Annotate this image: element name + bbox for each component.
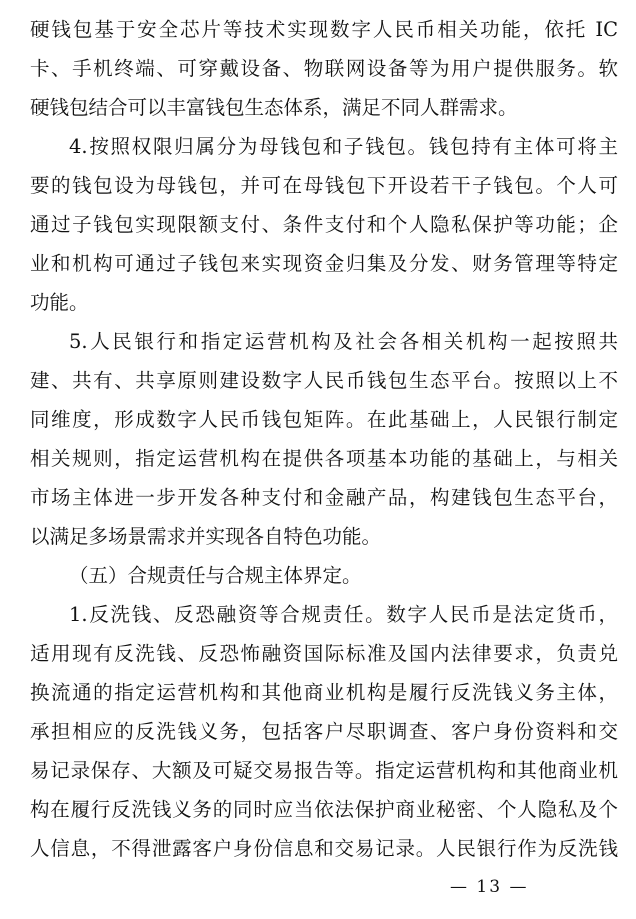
text-line: 业和机构可通过子钱包来实现资金归集及分发、财务管理等特定 xyxy=(30,252,618,275)
text-line: 相关规则，指定运营机构在提供各项基本功能的基础上，与相关 xyxy=(30,447,618,470)
text-line: 适用现有反洗钱、反恐怖融资国际标准及国内法律要求，负责兑 xyxy=(30,642,618,665)
text-line: 市场主体进一步开发各种支付和金融产品，构建钱包生态平台， xyxy=(30,486,618,509)
text-line: 换流通的指定运营机构和其他商业机构是履行反洗钱义务主体， xyxy=(30,681,618,704)
page-number: — 13 — xyxy=(450,877,529,897)
text-line: 建、共有、共享原则建设数字人民币钱包生态平台。按照以上不 xyxy=(30,369,618,392)
text-line: 同维度，形成数字人民币钱包矩阵。在此基础上，人民银行制定 xyxy=(30,408,618,431)
text-line: 卡、手机终端、可穿戴设备、物联网设备等为用户提供服务。软 xyxy=(30,57,618,80)
text-line: 1.反洗钱、反恐融资等合规责任。数字人民币是法定货币， xyxy=(69,603,618,626)
text-line: 易记录保存、大额及可疑交易报告等。指定运营机构和其他商业机 xyxy=(30,759,618,782)
text-line: 构在履行反洗钱义务的同时应当依法保护商业秘密、个人隐私及个 xyxy=(30,798,618,821)
document-page xyxy=(30,10,618,868)
text-line: （五）合规责任与合规主体界定。 xyxy=(69,564,362,587)
text-line: 4.按照权限归属分为母钱包和子钱包。钱包持有主体可将主 xyxy=(69,135,618,158)
text-line: 要的钱包设为母钱包，并可在母钱包下开设若干子钱包。个人可 xyxy=(30,174,618,197)
text-line: 承担相应的反洗钱义务，包括客户尽职调查、客户身份资料和交 xyxy=(30,720,618,743)
text-line: 硬钱包基于安全芯片等技术实现数字人民币相关功能，依托 IC xyxy=(30,18,618,41)
text-line: 硬钱包结合可以丰富钱包生态体系，满足不同人群需求。 xyxy=(30,96,518,119)
text-line: 5.人民银行和指定运营机构及社会各相关机构一起按照共 xyxy=(69,330,618,353)
text-line: 功能。 xyxy=(30,291,89,314)
text-line: 通过子钱包实现限额支付、条件支付和个人隐私保护等功能；企 xyxy=(30,213,618,236)
text-line: 人信息，不得泄露客户身份信息和交易记录。人民银行作为反洗钱 xyxy=(30,837,618,860)
text-line: 以满足多场景需求并实现各自特色功能。 xyxy=(30,525,382,548)
document-body xyxy=(30,10,618,868)
